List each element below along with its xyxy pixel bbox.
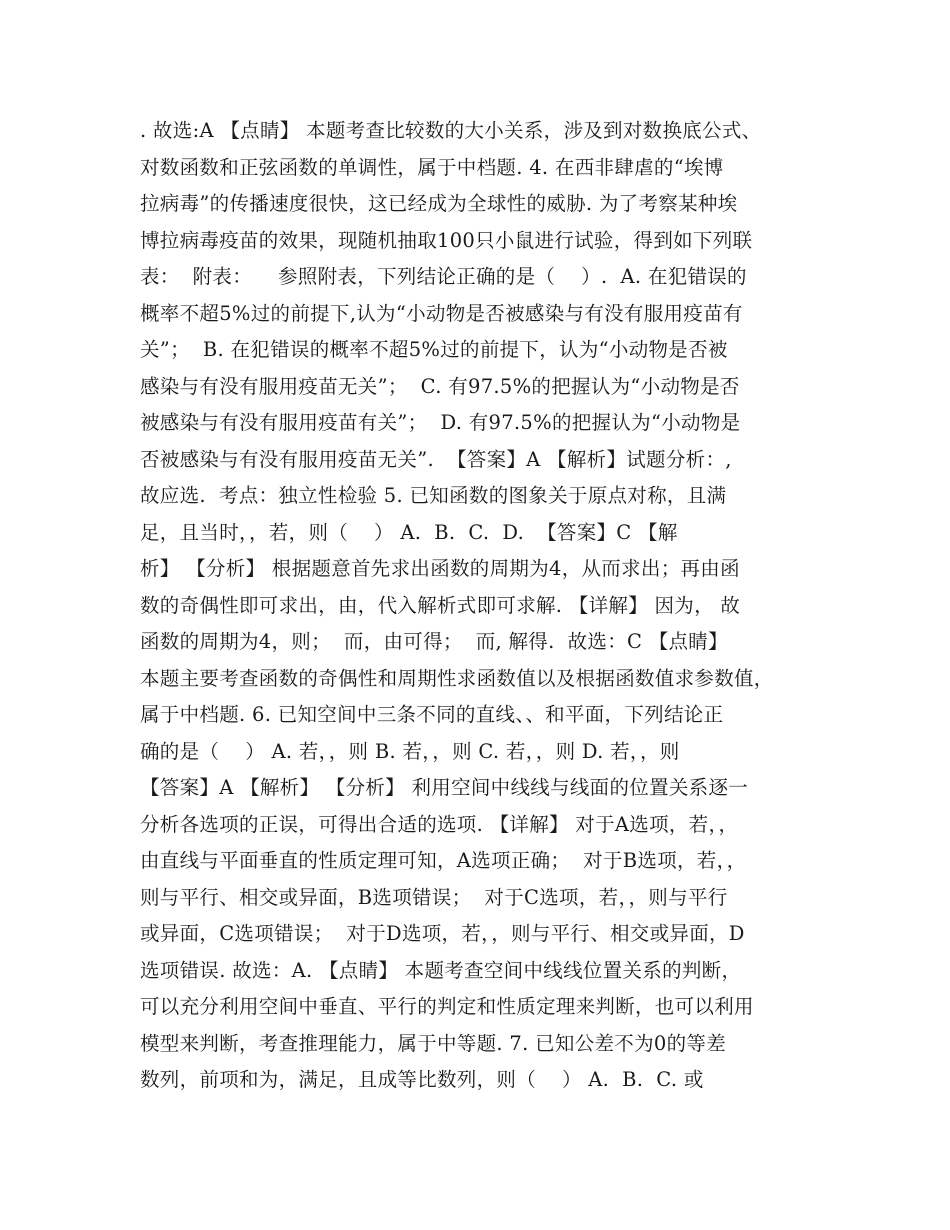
text-line: 函数的周期为4，则； 而，由可得； 而, 解得. 故选：C 【点睛】	[140, 630, 728, 653]
text-line: 则与平行、相交或异面，B选项错误； 对于C选项，若，，则与平行	[140, 885, 728, 909]
text-line: 或异面，C选项错误； 对于D选项，若，，则与平行、相交或异面，D	[140, 922, 745, 945]
text-line: 属于中档题. 6. 已知空间中三条不同的直线、、和平面，下列结论正	[140, 703, 724, 726]
text-line: 拉病毒”的传播速度很快，这已经成为全球性的威胁. 为了考察某种埃	[140, 192, 738, 215]
text-line: 对数函数和正弦函数的单调性，属于中档题. 4. 在西非肆虐的“埃博	[140, 155, 724, 179]
body-text	[140, 113, 830, 1099]
text-line: 分析各选项的正误，可得出合适的选项. 【详解】 对于A选项，若，，	[140, 812, 739, 836]
text-line: 确的是（ ） A. 若，，则 B. 若，，则 C. 若，，则 D. 若，，则	[140, 739, 680, 763]
text-line: 足，且当时，，若，则（ ） A. B. C. D. 【答案】C 【解	[140, 520, 678, 544]
text-line: 关”； B. 在犯错误的概率不超5%过的前提下，认为“小动物是否被	[140, 338, 728, 361]
text-line: 被感染与有没有服用疫苗有关”； D. 有97.5%的把握认为“小动物是	[140, 411, 741, 434]
text-line: 数列，前项和为，满足，且成等比数列，则（ ） A. B. C. 或	[140, 1068, 704, 1091]
text-line: 概率不超5%过的前提下,认为“小动物是否被感染与有没有服用疫苗有	[140, 301, 743, 325]
text-line: 模型来判断，考查推理能力，属于中等题. 7. 已知公差不为0的等差	[140, 1031, 727, 1055]
text-line: 表： 附表： 参照附表，下列结论正确的是（ ）. A. 在犯错误的	[140, 265, 747, 288]
text-line: . 故选:A 【点睛】 本题考查比较数的大小关系，涉及到对数换底公式、	[140, 119, 762, 142]
text-line: 析】 【分析】 根据题意首先求出函数的周期为4，从而求出；再由函	[140, 557, 740, 580]
text-line: 本题主要考查函数的奇偶性和周期性求函数值以及根据函数值求参数值，	[140, 666, 774, 690]
text-line: 感染与有没有服用疫苗无关”； C. 有97.5%的把握认为“小动物是否	[140, 374, 740, 398]
text-line: 由直线与平面垂直的性质定理可知，A选项正确； 对于B选项，若，，	[140, 849, 747, 872]
text-line: 否被感染与有没有服用疫苗无关”. 【答案】A 【解析】试题分析：,	[140, 447, 732, 471]
text-line: 选项错误. 故选：A. 【点睛】 本题考查空间中线线位置关系的判断，	[140, 958, 742, 982]
text-line: 博拉病毒疫苗的效果，现随机抽取100只小鼠进行试验，得到如下列联	[140, 228, 753, 252]
text-line: 【答案】A 【解析】 【分析】 利用空间中线线与线面的位置关系逐一	[140, 776, 749, 799]
text-line: 可以充分利用空间中垂直、平行的判定和性质定理来判断，也可以利用	[140, 995, 754, 1018]
text-line: 数的奇偶性即可求出，由，代入解析式即可求解. 【详解】 因为， 故	[140, 593, 741, 617]
text-line: 故应选. 考点：独立性检验 5. 已知函数的图象关于原点对称，且满	[140, 484, 727, 507]
